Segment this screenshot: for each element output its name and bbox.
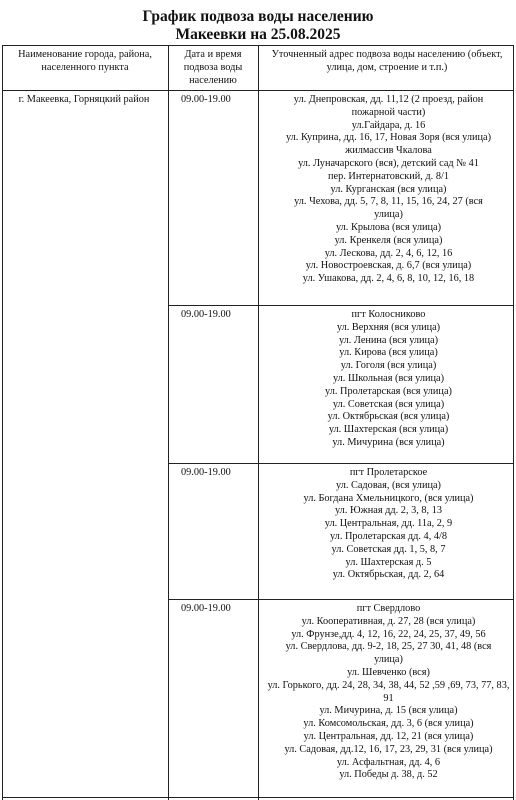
address-line: ул. Кренкеля (вся улица) (334, 234, 443, 246)
address-line: ул. Садовая, (вся улица) (336, 479, 441, 491)
address-line: ул. Курганская (вся улица) (330, 183, 447, 195)
address-line: ул. Верхняя (вся улица) (336, 321, 441, 333)
address-line: ул. Свердлова, дд. 9-2, 18, 25, 27 30, 41, 48 (вся улица) (285, 641, 492, 666)
address-line: ул. Советская дд. 1, 5, 8, 7 (331, 543, 446, 555)
address-line: жилмассив Чкалова (345, 145, 432, 157)
address-line: пер. Интернатовский, д. 8/1 (328, 170, 449, 182)
address-line: ул. Октябрьская, дд. 2, 64 (332, 569, 445, 581)
delivery-time: 09.00-19.00 (181, 467, 231, 478)
address-list-group-3 (265, 467, 512, 582)
address-line: ул. Пролетарская дд. 4, 4/8 (329, 530, 447, 542)
address-list-group-4 (265, 603, 512, 782)
group-divider-1 (168, 305, 514, 306)
address-line: ул. Новостроевская, д. 6,7 (вся улица) (305, 260, 472, 272)
address-line: ул. Асфальтная, дд. 4, 6 (336, 756, 441, 768)
address-line: ул. Победы д. 38, д. 52 (339, 769, 438, 781)
delivery-time: 09.00-19.00 (181, 94, 231, 105)
address-line: пгт Свердлово (356, 603, 421, 614)
address-line: ул. Лескова, дд. 2, 4, 6, 12, 16 (324, 247, 453, 259)
address-line: ул. Кирова (вся улица) (339, 347, 438, 359)
delivery-time: 09.00-19.00 (181, 603, 231, 614)
table-border-right (513, 45, 514, 800)
address-line: пгт Пролетарское (349, 467, 428, 478)
address-line: пгт Колосниково (351, 309, 426, 320)
address-line: ул. Южная дд. 2, 3, 8, 13 (334, 505, 442, 517)
column-divider-2 (258, 45, 259, 800)
header-date-time: Дата и время подвоза воды населению (183, 49, 243, 86)
address-line: ул. Шахтерская (вся улица) (328, 424, 449, 436)
address-line: ул. Кооперативная, д. 27, 28 (вся улица) (301, 615, 476, 627)
address-line: ул. Ленина (вся улица) (338, 334, 439, 346)
group-divider-2 (168, 463, 514, 464)
address-line: ул. Комсомольская, дд. 3, 6 (вся улица) (303, 718, 474, 730)
address-line: ул. Садовая, дд.12, 16, 17, 23, 29, 31 (вся улица) (284, 743, 493, 755)
address-line: ул. Луначарского (вся), детский сад № 41 (298, 157, 479, 169)
address-line: ул. Гоголя (вся улица) (340, 360, 437, 372)
column-divider-1 (168, 45, 169, 800)
address-line: ул. Октябрьская (вся улица) (327, 411, 450, 423)
document-title-line2: Макеевки на 25.08.2025 (175, 26, 341, 43)
address-line: ул. Ушакова, дд. 2, 4, 6, 8, 10, 12, 16, 18 (302, 273, 475, 285)
address-line: ул. Советская (вся улица) (332, 398, 445, 410)
city-district-cell: г. Макеевка, Горняцкий район (18, 94, 150, 105)
address-line: ул. Чехова, дд. 5, 7, 8, 11, 15, 16, 24, 27 (вся улица) (294, 196, 483, 221)
address-list-group-2 (265, 309, 512, 450)
address-line: ул. Шевченко (вся) (347, 666, 430, 678)
address-line: ул. Шахтерская д. 5 (345, 556, 432, 568)
address-line: ул. Центральная, дд. 11а, 2, 9 (324, 518, 453, 530)
address-line: ул. Центральная, дд. 12, 21 (вся улица) (303, 730, 474, 742)
address-line: ул. Пролетарская (вся улица) (325, 385, 452, 397)
address-line: ул. Днепровская, дд. 11,12 (2 проезд, район пожарной части) (293, 94, 484, 118)
header-locality: Наименование города, района, населенного пункта (18, 49, 152, 73)
address-list-group-1 (265, 94, 512, 286)
document-title-line1: График подвоза воды населению (142, 8, 374, 25)
address-line: ул. Мичурина, д. 15 (вся улица) (319, 705, 458, 717)
address-line: ул. Горького, дд. 24, 28, 34, 38, 44, 52 ,59 ,69, 73, 77, 83, 91 (267, 679, 510, 704)
address-line: ул. Фрунзе,дд. 4, 12, 16, 22, 24, 25, 37, 49, 56 (291, 628, 486, 640)
group-divider-3 (168, 599, 514, 600)
address-line: ул. Крылова (вся улица) (335, 221, 442, 233)
address-line: ул. Богдана Хмельницкого, (вся улица) (303, 492, 474, 504)
table-border-left (2, 45, 3, 800)
address-line: ул.Гайдара, д. 16 (351, 119, 426, 131)
delivery-time: 09.00-19.00 (181, 309, 231, 320)
address-line: ул. Куприна, дд. 16, 17, Новая Зоря (вся улица) (285, 132, 492, 144)
header-address: Уточненный адрес подвоза воды населению (объект, улица, дом, строение и т.п.) (271, 49, 503, 73)
address-line: ул. Школьная (вся улица) (332, 372, 445, 384)
address-line: ул. Мичурина (вся улица) (332, 436, 445, 448)
